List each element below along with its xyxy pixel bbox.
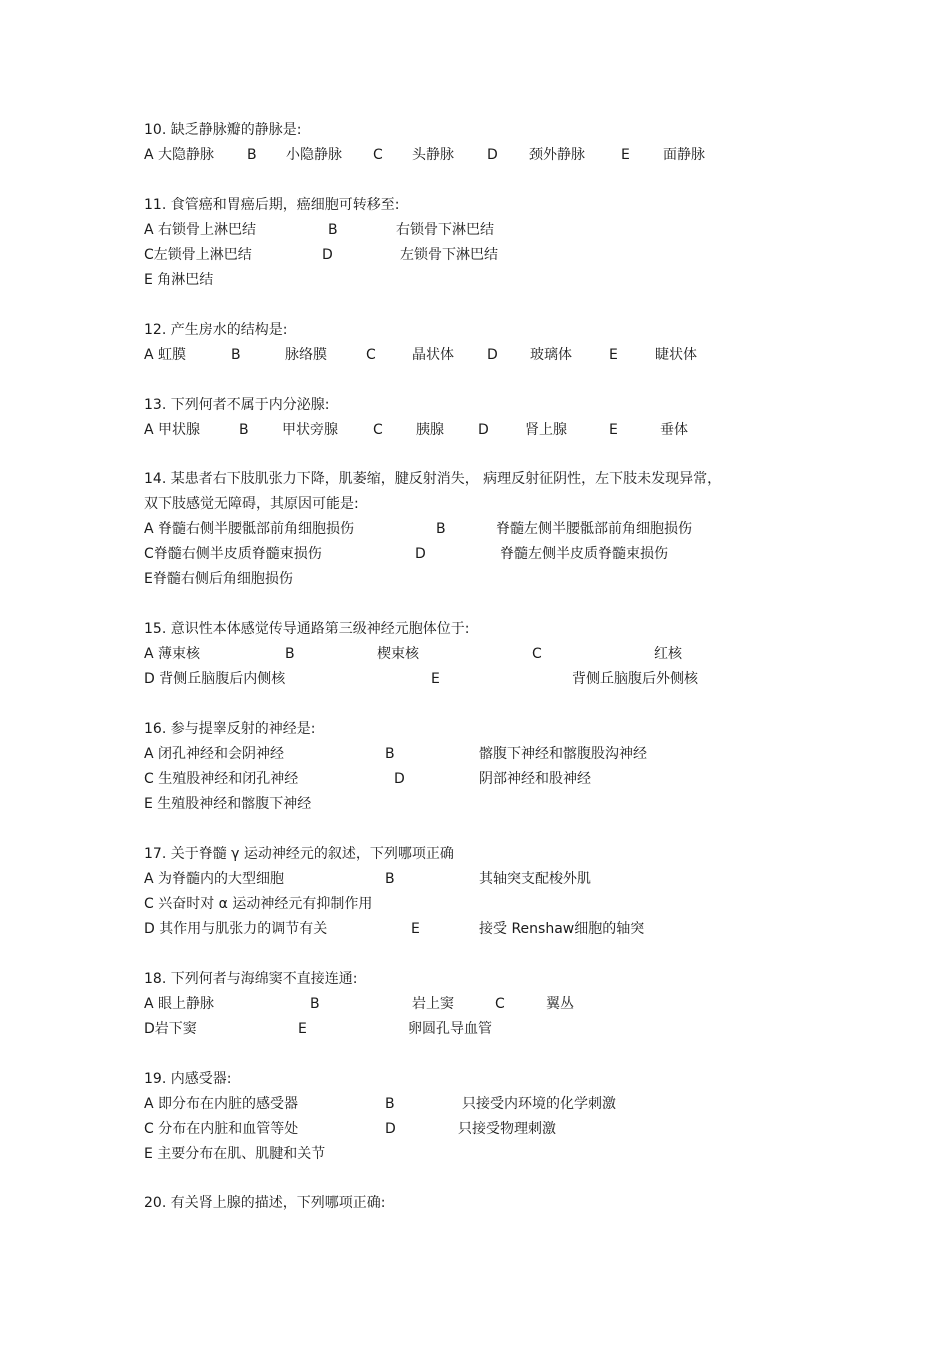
option-text: E 生殖股神经和髂腹下神经 xyxy=(144,796,312,812)
option-text: E 角淋巴结 xyxy=(144,272,214,288)
option-text: D xyxy=(394,771,405,787)
option-text: C脊髓右侧半皮质脊髓束损伤 xyxy=(144,546,322,562)
question-10 xyxy=(144,118,864,168)
option-row xyxy=(144,892,864,917)
question-15 xyxy=(144,617,864,692)
option-text: 肾上腺 xyxy=(525,422,567,438)
option-row xyxy=(144,243,864,268)
question-19 xyxy=(144,1067,864,1167)
option-text: D xyxy=(487,147,498,163)
option-text: 脉络膜 xyxy=(285,347,327,363)
option-text: D xyxy=(478,422,489,438)
option-text: 玻璃体 xyxy=(530,347,572,363)
option-text: 卵圆孔导血管 xyxy=(408,1021,492,1037)
option-row xyxy=(144,517,864,542)
option-text: 翼丛 xyxy=(546,996,574,1012)
option-text: C左锁骨上淋巴结 xyxy=(144,247,252,263)
question-18 xyxy=(144,967,864,1042)
option-text: D xyxy=(322,247,333,263)
option-row xyxy=(144,343,864,368)
option-text: 面静脉 xyxy=(663,147,705,163)
option-text: C xyxy=(373,147,383,163)
option-text: D 背侧丘脑腹后内侧核 xyxy=(144,671,286,687)
option-row xyxy=(144,917,864,942)
option-text: A 薄束核 xyxy=(144,646,201,662)
option-row xyxy=(144,1117,864,1142)
option-text: 其轴突支配梭外肌 xyxy=(479,871,591,887)
question-stem: 16. 参与提睾反射的神经是: xyxy=(144,721,316,737)
option-text: A 虹膜 xyxy=(144,347,187,363)
question-stem: 17. 关于脊髓 γ 运动神经元的叙述，下列哪项正确 xyxy=(144,846,454,862)
option-text: A 即分布在内脏的感受器 xyxy=(144,1096,299,1112)
option-text: C xyxy=(532,646,542,662)
option-row xyxy=(144,1092,864,1117)
option-text: E xyxy=(298,1021,307,1037)
option-text: D xyxy=(415,546,426,562)
option-text: E脊髓右侧后角细胞损伤 xyxy=(144,571,293,587)
option-text: 左锁骨下淋巴结 xyxy=(400,247,498,263)
option-row xyxy=(144,418,864,443)
question-stem: 双下肢感觉无障碍，其原因可能是: xyxy=(144,496,359,512)
question-stem: 19. 内感受器: xyxy=(144,1071,232,1087)
question-stem: 13. 下列何者不属于内分泌腺: xyxy=(144,397,330,413)
option-text: C 兴奋时对 α 运动神经元有抑制作用 xyxy=(144,896,373,912)
option-text: B xyxy=(310,996,320,1012)
option-text: 楔束核 xyxy=(377,646,419,662)
option-row xyxy=(144,268,864,293)
question-14 xyxy=(144,467,864,592)
option-row xyxy=(144,143,864,168)
option-text: B xyxy=(328,222,338,238)
option-text: B xyxy=(436,521,446,537)
option-text: B xyxy=(239,422,249,438)
option-text: E 主要分布在肌、肌腱和关节 xyxy=(144,1146,326,1162)
option-text: 红核 xyxy=(654,646,682,662)
option-text: 脊髓左侧半腰骶部前角细胞损伤 xyxy=(496,521,692,537)
option-text: 阴部神经和股神经 xyxy=(479,771,591,787)
option-text: D岩下窦 xyxy=(144,1021,197,1037)
option-text: C 生殖股神经和闭孔神经 xyxy=(144,771,299,787)
option-text: 颈外静脉 xyxy=(529,147,585,163)
option-row xyxy=(144,767,864,792)
option-text: 髂腹下神经和髂腹股沟神经 xyxy=(479,746,647,762)
option-row xyxy=(144,867,864,892)
question-stem: 20. 有关肾上腺的描述，下列哪项正确: xyxy=(144,1195,386,1211)
option-row xyxy=(144,567,864,592)
question-13 xyxy=(144,393,864,443)
option-text: A 为脊髓内的大型细胞 xyxy=(144,871,285,887)
option-text: C xyxy=(495,996,505,1012)
question-stem: 18. 下列何者与海绵窦不直接连通: xyxy=(144,971,358,987)
option-text: 岩上窦 xyxy=(412,996,454,1012)
question-12 xyxy=(144,318,864,368)
option-text: E xyxy=(609,347,618,363)
option-text: E xyxy=(431,671,440,687)
option-row xyxy=(144,792,864,817)
option-text: 小隐静脉 xyxy=(286,147,342,163)
option-text: 只接受物理刺激 xyxy=(458,1121,556,1137)
option-text: E xyxy=(609,422,618,438)
question-stem: 14. 某患者右下肢肌张力下降，肌萎缩，腱反射消失， 病理反射征阴性，左下肢未发现异常， xyxy=(144,471,722,487)
option-text: D 其作用与肌张力的调节有关 xyxy=(144,921,328,937)
option-row xyxy=(144,1017,864,1042)
option-text: C 分布在内脏和血管等处 xyxy=(144,1121,299,1137)
option-text: B xyxy=(285,646,295,662)
option-text: B xyxy=(385,746,395,762)
option-row xyxy=(144,992,864,1017)
option-text: B xyxy=(385,871,395,887)
option-text: A 右锁骨上淋巴结 xyxy=(144,222,257,238)
option-text: D xyxy=(385,1121,396,1137)
option-text: 垂体 xyxy=(660,422,688,438)
option-row xyxy=(144,642,864,667)
option-text: A 大隐静脉 xyxy=(144,147,215,163)
question-11 xyxy=(144,193,864,293)
option-text: 背侧丘脑腹后外侧核 xyxy=(572,671,698,687)
option-text: 右锁骨下淋巴结 xyxy=(396,222,494,238)
question-20 xyxy=(144,1191,864,1216)
question-stem: 10. 缺乏静脉瓣的静脉是: xyxy=(144,122,302,138)
option-text: 胰腺 xyxy=(416,422,444,438)
option-text: 甲状旁腺 xyxy=(282,422,338,438)
option-row xyxy=(144,218,864,243)
option-text: C xyxy=(373,422,383,438)
question-stem: 12. 产生房水的结构是: xyxy=(144,322,288,338)
question-stem: 15. 意识性本体感觉传导通路第三级神经元胞体位于: xyxy=(144,621,470,637)
option-text: A 眼上静脉 xyxy=(144,996,215,1012)
option-text: A 脊髓右侧半腰骶部前角细胞损伤 xyxy=(144,521,355,537)
option-row xyxy=(144,542,864,567)
option-text: 晶状体 xyxy=(412,347,454,363)
option-row xyxy=(144,1142,864,1167)
question-17 xyxy=(144,842,864,942)
option-row xyxy=(144,667,864,692)
option-text: 接受 Renshaw细胞的轴突 xyxy=(479,921,645,937)
option-row xyxy=(144,742,864,767)
option-text: D xyxy=(487,347,498,363)
option-text: 只接受内环境的化学刺激 xyxy=(462,1096,616,1112)
option-text: B xyxy=(231,347,241,363)
option-text: A 甲状腺 xyxy=(144,422,201,438)
option-text: A 闭孔神经和会阴神经 xyxy=(144,746,285,762)
option-text: 脊髓左侧半皮质脊髓束损伤 xyxy=(500,546,668,562)
option-text: C xyxy=(366,347,376,363)
option-text: E xyxy=(621,147,630,163)
option-text: B xyxy=(385,1096,395,1112)
option-text: 睫状体 xyxy=(655,347,697,363)
option-text: B xyxy=(247,147,257,163)
question-stem: 11. 食管癌和胃癌后期，癌细胞可转移至: xyxy=(144,197,400,213)
question-16 xyxy=(144,717,864,817)
option-text: 头静脉 xyxy=(412,147,454,163)
option-text: E xyxy=(411,921,420,937)
